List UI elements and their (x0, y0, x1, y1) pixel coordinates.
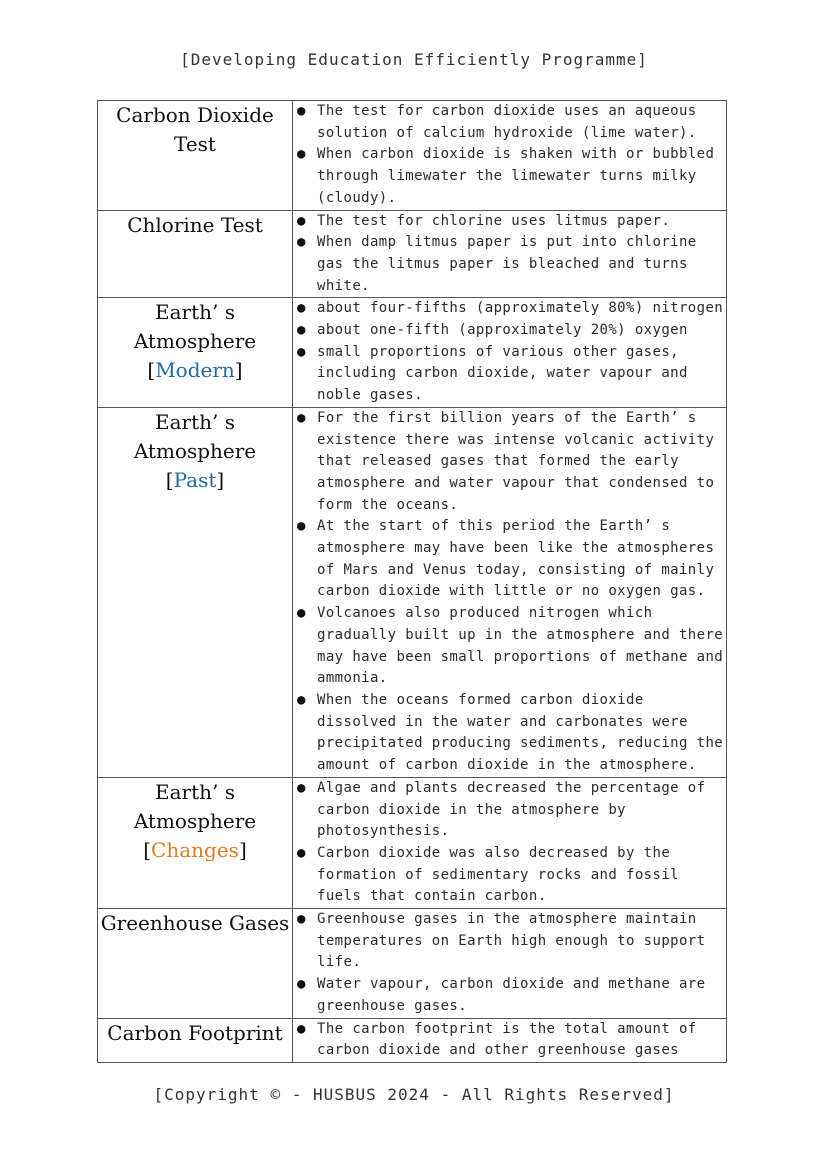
term-label: Atmosphere (133, 329, 257, 354)
term-label: Earth’ s (155, 409, 235, 434)
bullet-text: For the first billion years of the Earth’ s existence there was intense volcanic activity that released gases that formed the early atmosphere and water vapour that condensed to form the oceans. (317, 409, 715, 513)
term-tag-label: Past (173, 467, 217, 492)
table-row (98, 101, 727, 211)
table-row (98, 777, 727, 908)
list-item (293, 211, 726, 233)
term-cell (98, 909, 293, 1019)
bullet-text: When damp litmus paper is put into chlorine gas the litmus paper is bleached and turns white. (317, 234, 697, 294)
description-cell (293, 909, 727, 1019)
list-item (293, 690, 726, 777)
bullet-icon: ● (297, 212, 306, 229)
page-header: [Developing Education Efficiently Programme] (180, 50, 648, 69)
list-item (293, 603, 726, 690)
bullet-list (293, 909, 726, 1018)
list-item (293, 101, 726, 144)
bullet-text: The test for chlorine uses litmus paper. (317, 212, 671, 229)
list-item (293, 843, 726, 908)
bullet-icon: ● (297, 234, 306, 251)
bullet-text: about four-fifths (approximately 80%) nitrogen (317, 300, 724, 317)
term-label: Greenhouse Gases (100, 911, 290, 936)
term-tag-label: Modern (155, 358, 235, 383)
term-cell (98, 101, 293, 211)
table-row (98, 407, 727, 777)
list-item (293, 232, 726, 297)
bullet-icon: ● (297, 1020, 306, 1037)
term-tag: [Changes] (143, 837, 247, 862)
table-row (98, 1018, 727, 1062)
bullet-icon: ● (297, 103, 306, 119)
list-item (293, 909, 726, 974)
bullet-list (293, 1019, 726, 1062)
term-label: Earth’ s (155, 300, 235, 325)
list-item (293, 320, 726, 342)
bullet-icon: ● (297, 605, 306, 622)
bullet-icon: ● (297, 911, 306, 928)
page-footer: [Copyright © - HUSBUS 2024 - All Rights Reserved] (153, 1085, 675, 1104)
bullet-text: When carbon dioxide is shaken with or bubbled through limewater the limewater turns milky (cloudy). (317, 146, 715, 206)
bullet-icon: ● (297, 691, 306, 708)
term-label: Carbon Dioxide (116, 103, 274, 127)
term-tag: [Past] (165, 467, 225, 492)
bullet-list (293, 211, 726, 298)
list-item (293, 342, 726, 407)
list-item (293, 408, 726, 517)
term-label: Earth’ s (155, 779, 235, 804)
bullet-icon: ● (297, 300, 306, 317)
term-tag: [Modern] (147, 358, 243, 383)
bullet-list (293, 101, 726, 210)
bullet-text: Volcanoes also produced nitrogen which gradually built up in the atmosphere and there may have been small proportions of methane and ammonia. (317, 605, 724, 687)
bullet-text: The carbon footprint is the total amount of carbon dioxide and other greenhouse gases (317, 1020, 697, 1059)
table-row (98, 298, 727, 408)
table-row (98, 210, 727, 298)
bullet-text: Greenhouse gases in the atmosphere maintain temperatures on Earth high enough to support life. (317, 911, 706, 971)
term-label: Test (174, 132, 216, 156)
bullet-icon: ● (297, 343, 306, 360)
term-cell (98, 1018, 293, 1062)
term-cell (98, 298, 293, 408)
bullet-icon: ● (297, 779, 306, 796)
description-cell (293, 777, 727, 908)
bullet-text: small proportions of various other gases, including carbon dioxide, water vapour and noble gases. (317, 343, 688, 404)
bullet-list (293, 778, 726, 908)
list-item (293, 974, 726, 1017)
list-item (293, 1019, 726, 1062)
list-item (293, 298, 726, 320)
term-label: Atmosphere (133, 438, 257, 463)
description-cell (293, 407, 727, 777)
description-cell (293, 101, 727, 211)
term-cell (98, 777, 293, 908)
bullet-list (293, 408, 726, 777)
term-label: Carbon Footprint (107, 1020, 283, 1045)
bullet-text: At the start of this period the Earth’ s atmosphere may have been like the atmospheres of Mars and Venus today, consisting of mainly carbon dioxide with little or no oxygen gas. (317, 518, 715, 600)
revision-table (97, 100, 727, 1063)
bullet-icon: ● (297, 409, 306, 426)
list-item (293, 778, 726, 843)
term-label: Chlorine Test (127, 212, 263, 237)
bullet-icon: ● (297, 518, 306, 535)
description-cell (293, 298, 727, 408)
bullet-text: Water vapour, carbon dioxide and methane are greenhouse gases. (317, 976, 706, 1014)
bullet-text: about one-fifth (approximately 20%) oxygen (317, 322, 688, 339)
bullet-icon: ● (297, 146, 306, 163)
bullet-icon: ● (297, 322, 306, 339)
bullet-text: The test for carbon dioxide uses an aqueous solution of calcium hydroxide (lime water). (317, 103, 697, 141)
description-cell (293, 210, 727, 298)
bullet-text: Algae and plants decreased the percentage of carbon dioxide in the atmosphere by photosynthesis. (317, 779, 706, 840)
term-tag-label: Changes (151, 837, 239, 862)
bullet-text: Carbon dioxide was also decreased by the formation of sedimentary rocks and fossil fuels that contain carbon. (317, 844, 679, 905)
description-cell (293, 1018, 727, 1062)
bullet-text: When the oceans formed carbon dioxide dissolved in the water and carbonates were precipitated producing sediments, reducing the amount of carbon dioxide in the atmosphere. (317, 691, 724, 774)
bullet-list (293, 298, 726, 407)
term-label: Atmosphere (133, 808, 257, 833)
list-item (293, 516, 726, 603)
bullet-icon: ● (297, 976, 306, 993)
table-row (98, 909, 727, 1019)
term-cell (98, 407, 293, 777)
list-item (293, 144, 726, 209)
term-cell (98, 210, 293, 298)
bullet-icon: ● (297, 844, 306, 861)
